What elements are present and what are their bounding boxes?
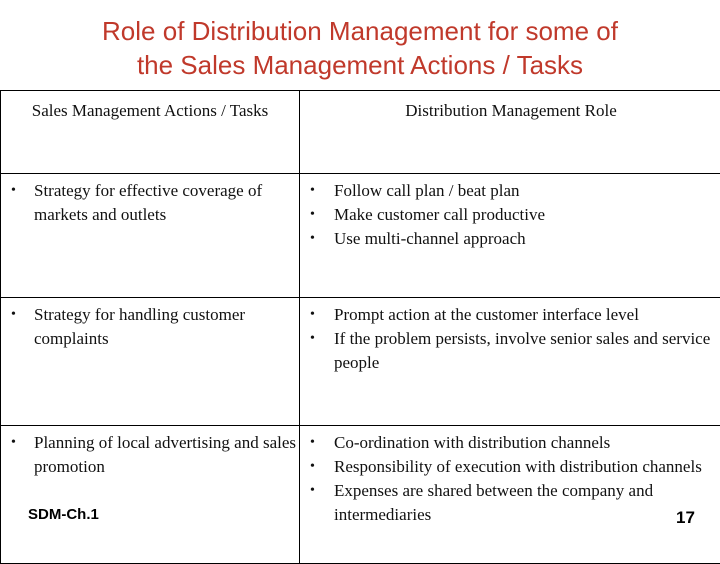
header-cell-actions: Sales Management Actions / Tasks: [1, 91, 300, 174]
list-item: • If the problem persists, involve senior sales and service people: [300, 327, 720, 375]
action-list: [1, 431, 299, 479]
list-item: • Strategy for effective coverage of markets and outlets: [1, 179, 299, 227]
action-cell: [1, 298, 300, 426]
list-item: • Planning of local advertising and sales promotion: [1, 431, 299, 479]
list-item: • Expenses are shared between the company and intermediaries: [300, 479, 720, 527]
table-header-row: [1, 91, 720, 174]
role-list: [300, 431, 720, 527]
list-item: • Make customer call productive: [300, 203, 720, 227]
course-label: SDM-Ch.1: [28, 506, 99, 523]
table-row: [1, 174, 720, 298]
list-item: • Use multi-channel approach: [300, 227, 720, 251]
page-number: 17: [676, 508, 695, 528]
list-item: • Co-ordination with distribution channels: [300, 431, 720, 455]
role-cell: [300, 426, 720, 564]
role-list: [300, 179, 720, 251]
list-item: • Responsibility of execution with distribution channels: [300, 455, 720, 479]
list-item: • Prompt action at the customer interface level: [300, 303, 720, 327]
slide-title: [0, 14, 720, 82]
role-list: [300, 303, 720, 375]
action-cell: [1, 174, 300, 298]
table-row: [1, 298, 720, 426]
list-item: • Strategy for handling customer complaints: [1, 303, 299, 351]
role-cell: [300, 174, 720, 298]
list-item: • Follow call plan / beat plan: [300, 179, 720, 203]
role-table: [0, 90, 720, 564]
slide-title-line-2: the Sales Management Actions / Tasks: [0, 48, 720, 82]
role-cell: [300, 298, 720, 426]
table-row: [1, 426, 720, 564]
action-list: [1, 303, 299, 351]
action-list: [1, 179, 299, 227]
slide-title-line-1: Role of Distribution Management for some of: [0, 14, 720, 48]
header-cell-role: Distribution Management Role: [300, 91, 720, 174]
action-cell: [1, 426, 300, 564]
